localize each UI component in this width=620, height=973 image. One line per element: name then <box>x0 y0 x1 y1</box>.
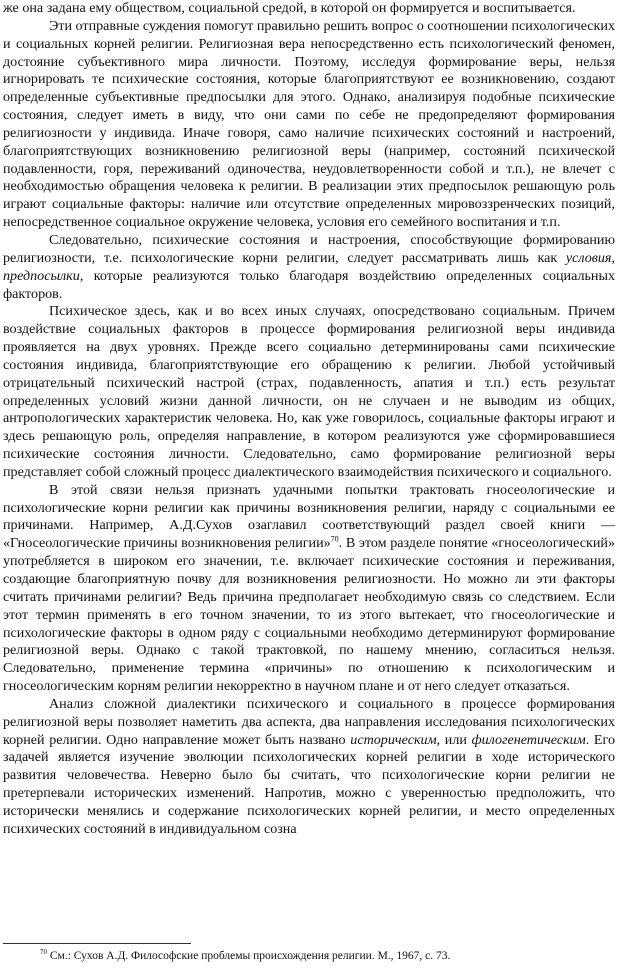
text-run: Психическое здесь, как и во всех иных случаях, опосредствовано социальным. Причем воздействие социальных факторов в процессе формирования религиозной веры индивида проявляется на двух уровнях. Прежде всего социально детерминированы сами психические состояния индивида, благоприятствующие его обращению к религии. Любой устойчивый отрицательный психический настрой (страх, подавленность, апатия и т.п.) есть результат определенных условий жизни данной личности, он не случаен и не выводим из общих, антропологических характеристик человека. Но, как уже говорилось, социальные факторы играют и здесь решающую роль, определяя направление, в котором реализуются уже сформировавшиеся психические состояния личности. Следовательно, само формирование религиозной веры представляет собой сложный процесс диалектического взаимодействия психического и социального. <box>3 303 615 480</box>
footnote-text: См.: Сухов А.Д. Философские проблемы происхождения религии. М., 1967, с. 73. <box>47 950 451 962</box>
text-run: Эти отправные суждения помогут правильно решить вопрос о соотношении психологических и социальных корней религии. Религиозная вера непосредственно есть психологический феномен, достояние субъективного мира личности. Поэтому, исследуя формирование веры, нельзя игнорировать те психические состояния, которые благоприятствуют ее возникновению, создают определенные субъективные предпосылки для этого. Однако, анализируя подобные психические состояния, следует иметь в виду, что они сами по себе не предопределяют формирования религиозности у индивида. Иначе говоря, само наличие психических состояний и настроений, благоприятствующих возникновению религиозной веры (например, состояний психической подавленности, горя, переживаний одиночества, неудовлетворенности собой и т.п.), не влечет с необходимостью обращения человека к религии. В реализации этих предпосылок решающую роль играют социальные факторы: наличие или отсутствие определенных мировоззренческих позиций, непосредственное социальное окружение человека, условия его семейного воспитания и т.п. <box>3 17 615 231</box>
text-run: В этой связи нельзя признать удачными попытки трактовать гносеологические и психологические корни религии как причины возникновения религии, наряду с социальными ее причинами. Например, А.Д.Сухов озаглавил соответствующий раздел своей книги — «Гносеологические причины возникновения религии» <box>3 481 615 552</box>
footnote-number: 70 <box>40 948 47 957</box>
body-text <box>3 0 615 839</box>
footnote <box>40 949 450 963</box>
text-run: , <box>611 249 615 266</box>
italic-term: условия <box>565 249 612 266</box>
paragraph <box>3 303 615 481</box>
italic-term: предпосылки <box>3 267 80 284</box>
text-run: , которые реализуются только благодаря воздействию определенных социальных факторов. <box>3 267 615 302</box>
paragraph <box>3 696 615 839</box>
text-run: , или <box>436 731 472 748</box>
italic-term: историческим <box>350 731 437 748</box>
paragraph <box>3 18 615 232</box>
footnote-reference: 70 <box>330 534 339 544</box>
text-run: Анализ сложной диалектики психического и социального в процессе формирования религиозной веры позволяет наметить два аспекта, два направления исследования психологических корней религии. Одно направление может быть названо <box>3 695 615 748</box>
text-run: . В этом разделе понятие «гносеологический» употребляется в широком его значении, т.е. включает психические состояния и переживания, создающие благоприятную почву для возникновения религиозности. Но можно ли эти факторы считать причинами религии? Ведь причина предполагает необходимую связь со следствием. Если этот термин применять в его точном значении, то из этого вытекает, что гносеологические и психологические факторы в одном ряду с социальными необходимо детерминируют формирование религиозной веры. Однако с такой трактовкой, по нашему мнению, согласиться нельзя. Следовательно, применение термина «причины» по отношению к психологическим и гносеологическим корням религии некорректно в научном плане и от него следует отказаться. <box>3 535 615 695</box>
paragraph <box>3 0 615 18</box>
document-page <box>3 0 615 839</box>
footnote-divider <box>3 943 191 944</box>
paragraph <box>3 482 615 696</box>
text-run: же она задана ему обществом, социальной средой, в которой он формируется и воспитывается. <box>3 0 576 16</box>
paragraph <box>3 232 615 303</box>
text-run: . Его задачей является изучение эволюции психологических корней религии в ходе исторического развития человечества. Неверно было бы считать, что психологические корни религии не претерпевали исторических изменений. Напротив, можно с уверенностью предположить, что исторически менялись и содержание психологических корней религии, и место определенных психических состояний в индивидуальном созна <box>3 731 615 837</box>
text-run: Следовательно, психические состояния и настроения, способствующие формированию религиозности, т.е. психологические корни религии, следует рассматривать лишь как <box>3 231 615 266</box>
italic-term: филогенетическим <box>471 731 586 748</box>
